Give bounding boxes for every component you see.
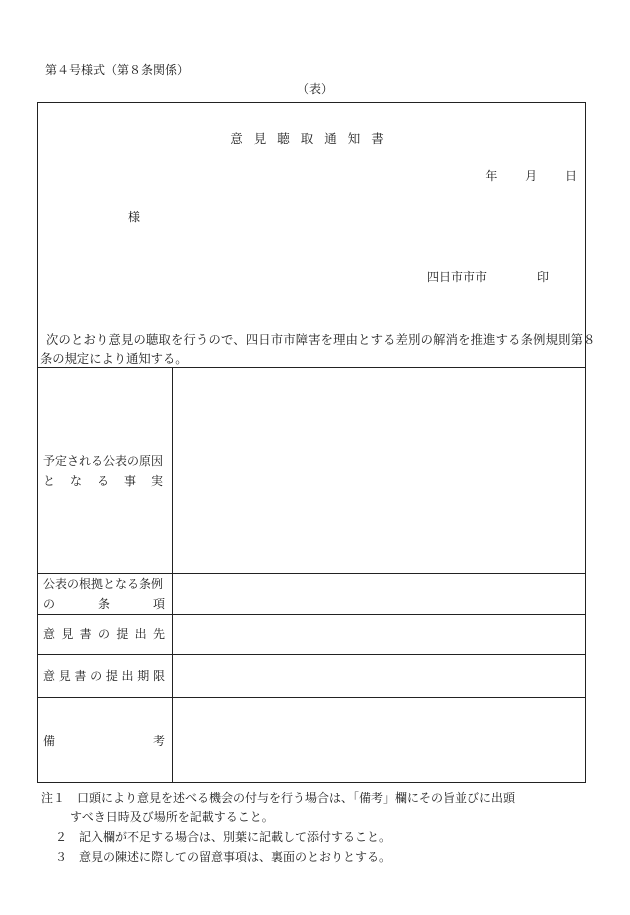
basis-label-line-2: の条項 (43, 597, 165, 611)
front-side-label: （表） (296, 82, 333, 96)
cause-label-line-2: となる事実 (43, 474, 163, 488)
row-rule-4 (38, 697, 585, 698)
document-title: 意見聴取通知書 (230, 131, 395, 146)
basis-label-line-1: 公表の根拠となる条例 (43, 577, 164, 591)
date-line: 年 月 日 (485, 169, 577, 183)
table-top-rule (38, 367, 585, 368)
row-rule-3 (38, 654, 585, 655)
row-rule-2 (38, 614, 585, 615)
deadline-label: 意見書の提出期限 (43, 669, 165, 683)
note-2: ２ 記入欄が不足する場合は、別葉に記載して添付すること。 (55, 830, 392, 844)
note-1-line-1: 注１ 口頭により意見を述べる機会の付与を行う場合は、「備考」欄にその旨並びに出頭 (41, 791, 516, 805)
notice-form-frame (37, 102, 596, 783)
note-1-line-2: すべき日時及び場所を記載すること。 (70, 810, 274, 824)
recipient-suffix: 様 (128, 210, 141, 224)
sender-name: 四日市市市 (427, 270, 488, 284)
notice-body-line-1: 次のとおり意見の聴取を行うので、四日市市障害を理由とする差別の解消を推進する条例規則第８ (46, 333, 596, 347)
seal-mark: 印 (537, 270, 550, 284)
cause-label (43, 451, 169, 491)
remarks-label: 備考 (43, 734, 165, 748)
cause-label-line-1: 予定される公表の原因 (43, 454, 164, 468)
submit-to-label: 意見書の提出先 (43, 627, 165, 641)
basis-label (43, 574, 169, 614)
form-number: 第４号様式（第８条関係） (45, 63, 190, 77)
notice-body-line-2: 条の規定により通知する。 (40, 352, 188, 366)
table-column-rule (172, 367, 173, 782)
note-3: ３ 意見の陳述に際しての留意事項は、裏面のとおりとする。 (55, 850, 392, 864)
